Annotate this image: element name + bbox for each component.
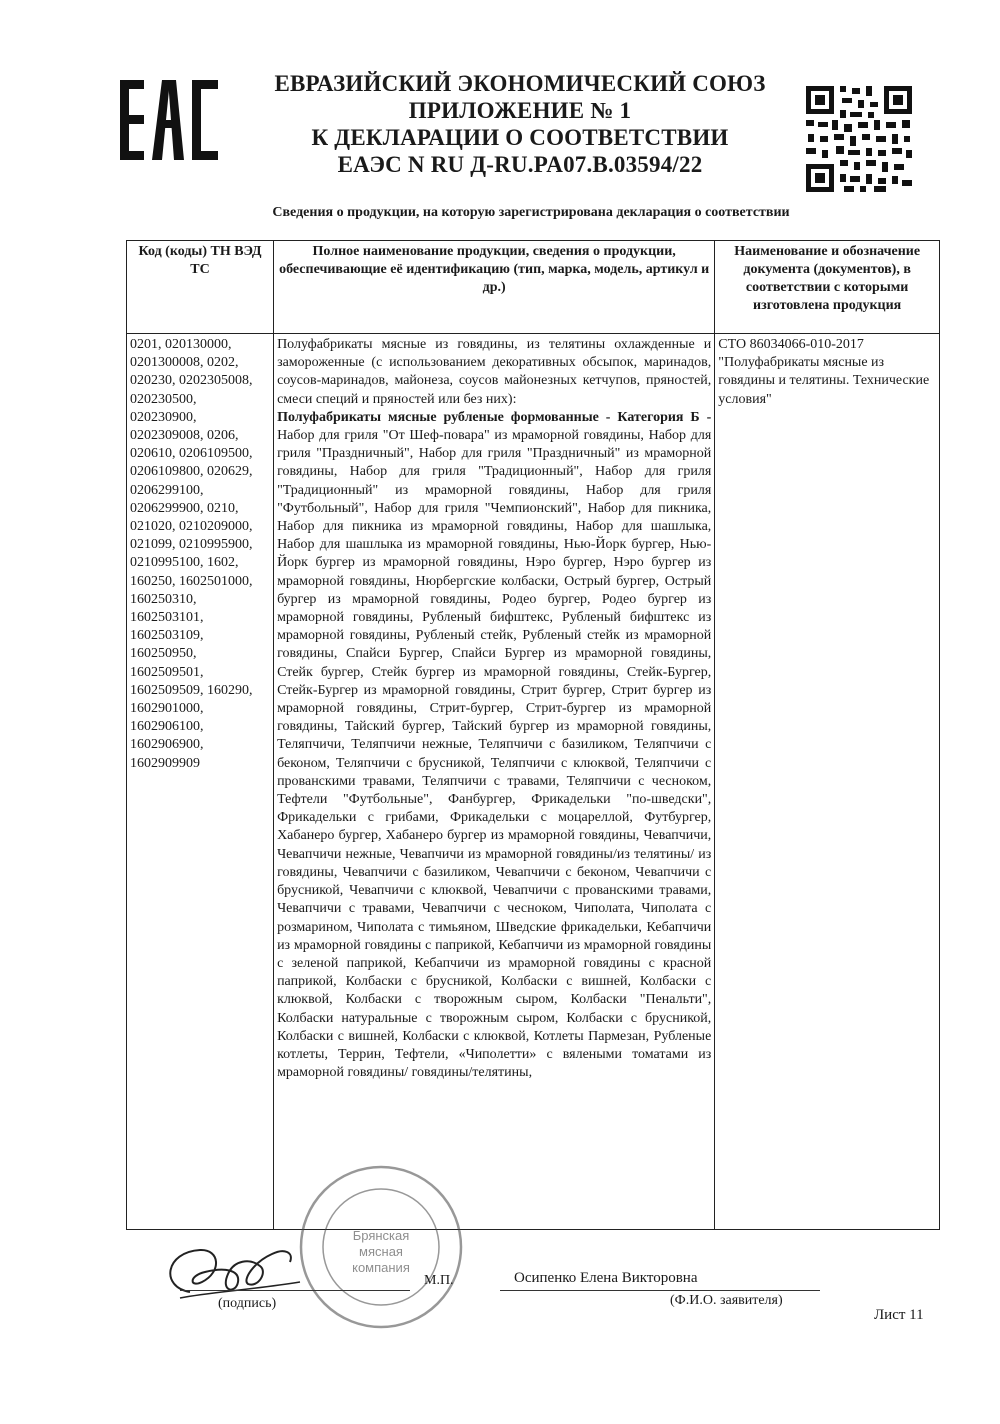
code-line: 021020, 0210209000, (130, 519, 253, 535)
code-line: 1602901000, (130, 701, 204, 717)
code-line: 021099, 0210995900, (130, 537, 253, 553)
company-seal-icon (296, 1162, 466, 1332)
code-line: 020230900, (130, 409, 197, 425)
description-cell (274, 334, 715, 1230)
code-line: 160250, 1602501000, (130, 573, 253, 589)
code-line: 160250310, (130, 591, 197, 607)
code-line: 1602503101, (130, 610, 204, 626)
code-line: 1602509501, (130, 664, 204, 680)
applicant-line (500, 1290, 820, 1291)
code-line: 0210995100, 1602, (130, 555, 239, 571)
code-line: 1602509509, 160290, (130, 682, 253, 698)
table-row (127, 334, 940, 1230)
codes-cell (127, 334, 274, 1230)
header-codes: Код (коды) ТН ВЭД ТС (127, 241, 274, 334)
code-line: 1602909909 (130, 755, 200, 771)
code-line: 1602503109, (130, 628, 204, 644)
qr-code-icon (804, 84, 914, 194)
code-line: 0201300008, 0202, (130, 355, 239, 371)
code-line: 1602906100, (130, 719, 204, 735)
signature-line (180, 1290, 410, 1291)
header-line-appendix: ПРИЛОЖЕНИЕ № 1 (408, 98, 632, 123)
code-line: 1602906900, (130, 737, 204, 753)
description-list: Набор для гриля "От Шеф-повара" из мраморной говядины, Набор для гриля "Праздничный", Набор для гриля "Праздничный" из мраморной говядины, Набор для гриля "Традиционный", Набор для гриля "Традиционный" из мраморной говядины, Набор для гриля "Футбольный", Набор для гриля "Чемпионский", Набор для пикника, Набор для пикника из мраморной говядины, Набор для шашлыка, Набор для шашлыка из мраморной говядины, Нью-Йорк бургер, Нью-Йорк бургер из мраморной говядины, Нэро бургер, Нэро бургер из мраморной говядины, Нюрбергские колбаски, Острый бургер, Острый бургер из мраморной говядины, Родео бургер, Родео бургер из мраморной говядины, Рубленый бифштекс, Рубленый бифштекс из мраморной говядины, Рубленый стейк, Рубленый стейк из мраморной говядины, Спайси Бургер, Спайси Бургер из мраморной говядины, Стейк бургер, Стейк бургер из мраморной говядины, Стейк-Бургер, Стейк-Бургер из мраморной говядины, Стрит бургер, Стрит бургер из мраморной говядины, Стрит-бургер, Стрит-бургер из мраморной говядины, Тайский бургер, Тайский бургер из мраморной говядины, Теляпчичи, Теляпчичи нежные, Теляпчичи с базиликом, Теляпчичи с беконом, Теляпчичи с брусникой, Теляпчичи с клюквой, Теляпчичи с прованскими травами, Теляпчичи с травами, Теляпчичи с чесноком, Тефтели "Футбольные", Фанбургер, Фрикадельки "по-шведски", Фрикадельки с грибами, Фрикадельки с моцареллой, Футбургер, Хабанеро бургер, Хабанеро бургер из мраморной говядины, Чевапчичи, Чевапчичи нежные, Чевапчичи из мраморной говядины/из телятины/ из говядины, Чевапчичи с базиликом, Чевапчичи с беконом, Чевапчичи с брусникой, Чевапчичи с клюквой, Чевапчичи с прованскими травами, Чевапчичи с травами, Чевапчичи с чесноком, Чиполата, Чиполата с розмарином, Чиполата с тимьяном, Шведские фрикадельки, Кебапчичи из мраморной говядины с паприкой, Кебапчичи из мраморной говядины с зеленой паприкой, Кебапчичи из мраморной говядины с красной паприкой, Колбаски с брусникой, Колбаски с вишней, Колбаски с клюквой, Колбаски с творожным сыром, Колбаски "Пенальти", Колбаски натуральные с творожным сыром, Колбаски с брусникой, Колбаски с вишней, Колбаски с клюквой, Котлеты Пармезан, Рубленые котлеты, Террин, Тефтели, «Чиполетти» с вялеными томатами из мраморной говядины/ говядины/телятины, (277, 428, 712, 1081)
section-subtitle: Сведения о продукции, на которую зарегистрирована декларация о соответствии (272, 205, 790, 220)
code-line: 0201, 020130000, (130, 337, 232, 352)
code-line: 020230500, (130, 391, 197, 407)
header-line-number: ЕАЭС N RU Д-RU.PA07.B.03594/22 (337, 152, 703, 177)
applicant-name: Осипенко Елена Викторовна (514, 1270, 698, 1286)
document-cell: СТО 86034066-010-2017 "Полуфабрикаты мясные из говядины и телятины. Технические условия" (715, 334, 940, 1230)
code-line: 0206299100, (130, 482, 204, 498)
document-header (250, 70, 790, 178)
svg-text:компания: компания (352, 1260, 410, 1275)
code-line: 160250950, (130, 646, 197, 662)
description-products (277, 409, 711, 1083)
description-category: Полуфабрикаты мясные рубленые формованные - Категория Б - (277, 409, 712, 425)
code-line: 020230, 0202305008, (130, 373, 253, 389)
signature-label: (подпись) (218, 1296, 277, 1311)
code-line: 0206109800, 020629, (130, 464, 253, 480)
header-description: Полное наименование продукции, сведения о продукции, обеспечивающие её идентификацию (тип, марка, модель, артикул и др.) (274, 241, 715, 334)
eac-mark-icon (118, 80, 220, 160)
code-line: 0202309008, 0206, (130, 428, 239, 444)
header-line-declaration: К ДЕКЛАРАЦИИ О СООТВЕТСТВИИ (311, 125, 729, 150)
product-table (126, 240, 940, 1230)
sheet-number: Лист 11 (874, 1307, 924, 1323)
header-line-union: ЕВРАЗИЙСКИЙ ЭКОНОМИЧЕСКИЙ СОЮЗ (274, 71, 766, 96)
header-document: Наименование и обозначение документа (документов), в соответствии с которыми изготовлена продукция (715, 241, 940, 334)
description-intro: Полуфабрикаты мясные из говядины, из телятины охлажденные и замороженные (с использованием декоративных обсыпок, маринадов, соусов-маринадов, майонеза, соусов майонезных кетчупов, пряностей, смеси специй и пряностей или без них): (277, 337, 712, 407)
code-line: 0206299900, 0210, (130, 500, 239, 516)
applicant-label: (Ф.И.О. заявителя) (670, 1293, 783, 1308)
stamp-label: М.П. (424, 1273, 454, 1288)
table-header-row (127, 241, 940, 334)
svg-text:мясная: мясная (359, 1244, 403, 1259)
svg-text:Брянская: Брянская (352, 1228, 410, 1243)
code-line: 020610, 0206109500, (130, 446, 253, 462)
